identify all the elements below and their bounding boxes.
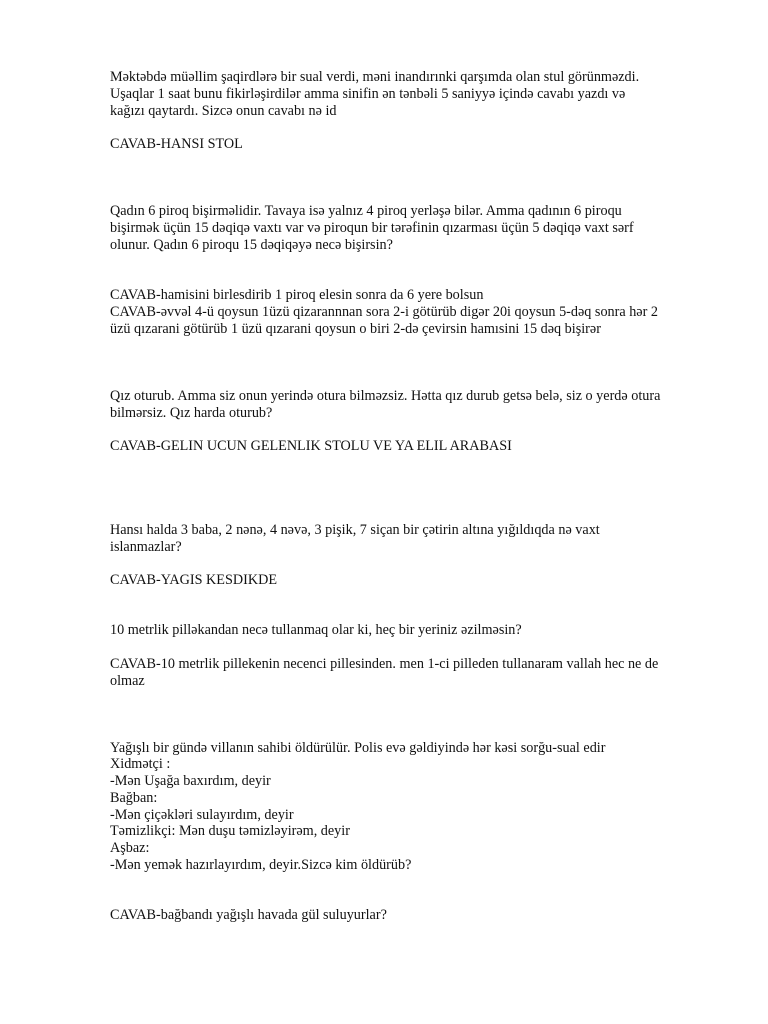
riddle-2-answer-line: CAVAB-hamisini birlesdirib 1 piroq elesin sonra da 6 yere bolsun — [110, 287, 484, 303]
riddle-2-question-line: Qadın 6 piroq bişirməlidir. Tavaya isə yalnız 4 piroq yerləşə bilər. Amma qadının 6 piroqu — [110, 203, 622, 219]
riddle-3-answer-line: CAVAB-GELIN UCUN GELENLIK STOLU VE YA ELIL ARABASI — [110, 438, 512, 454]
riddle-3-question-line: Qız oturub. Amma siz onun yerində otura bilməzsiz. Hətta qız durub getsə belə, siz o yerdə otura — [110, 388, 661, 404]
riddle-6-question-line: Təmizlikçi: Mən duşu təmizləyirəm, deyir — [110, 823, 350, 839]
riddle-6-question-line: Aşbaz: — [110, 840, 150, 856]
riddle-2-question-line: olunur. Qadın 6 piroqu 15 dəqiqəyə necə bişirsin? — [110, 237, 393, 253]
riddle-4-question-line: Hansı halda 3 baba, 2 nənə, 4 nəvə, 3 pişik, 7 siçan bir çətirin altına yığıldıqda nə vaxt — [110, 522, 600, 538]
riddle-1-question-line: Məktəbdə müəllim şaqirdlərə bir sual verdi, məni inandırınki qarşımda olan stul görünməzdi. — [110, 69, 640, 85]
riddle-1-question-line: kağızı qaytardı. Sizcə onun cavabı nə id — [110, 103, 337, 119]
riddle-6-question-line: Xidmətçi : — [110, 756, 171, 772]
riddle-6-question-line: -Mən Uşağa baxırdım, deyir — [110, 773, 271, 789]
riddle-5-answer-line: CAVAB-10 metrlik pillekenin necenci pillesinden. men 1-ci pilleden tullanaram vallah hec ne de — [110, 656, 659, 672]
riddle-5-question-line: 10 metrlik pilləkandan necə tullanmaq olar ki, heç bir yeriniz əzilməsin? — [110, 622, 522, 638]
riddle-2-answer-line: üzü qızarani götürüb 1 üzü qızarani qoysun o biri 2-də çevirsin hamısini 15 dəq bişirər — [110, 321, 601, 337]
riddle-6-question-line: Yağışlı bir gündə villanın sahibi öldürülür. Polis evə gəldiyində hər kəsi sorğu-sual edir — [110, 740, 606, 756]
riddle-4-answer-line: CAVAB-YAGIS KESDIKDE — [110, 572, 277, 588]
riddle-2-answer-line: CAVAB-əvvəl 4-ü qoysun 1üzü qizarannnan sora 2-i götürüb digər 20i qoysun 5-dəq sonra hər 2 — [110, 304, 658, 320]
riddle-6-question-line: -Mən çiçəkləri sulayırdım, deyir — [110, 807, 294, 823]
riddle-1-answer-line: CAVAB-HANSI STOL — [110, 136, 243, 152]
riddle-1-question-line: Uşaqlar 1 saat bunu fikirləşirdilər amma sinifin ən tənbəli 5 saniyyə içində cavabı yazdı və — [110, 86, 626, 102]
riddle-4-question-line: islanmazlar? — [110, 539, 182, 555]
riddle-2-question-line: bişirmək üçün 15 dəqiqə vaxtı var və piroqun bir tərəfinin qızarması üçün 5 dəqiqə vaxt sərf — [110, 220, 634, 236]
riddle-5-answer-line: olmaz — [110, 673, 145, 689]
riddle-6-answer-line: CAVAB-bağbandı yağışlı havada gül suluyurlar? — [110, 907, 387, 923]
riddle-3-question-line: bilmərsiz. Qız harda oturub? — [110, 405, 273, 421]
riddle-6-question-line: -Mən yemək hazırlayırdım, deyir.Sizcə kim öldürüb? — [110, 857, 412, 873]
riddle-6-question-line: Bağban: — [110, 790, 158, 806]
